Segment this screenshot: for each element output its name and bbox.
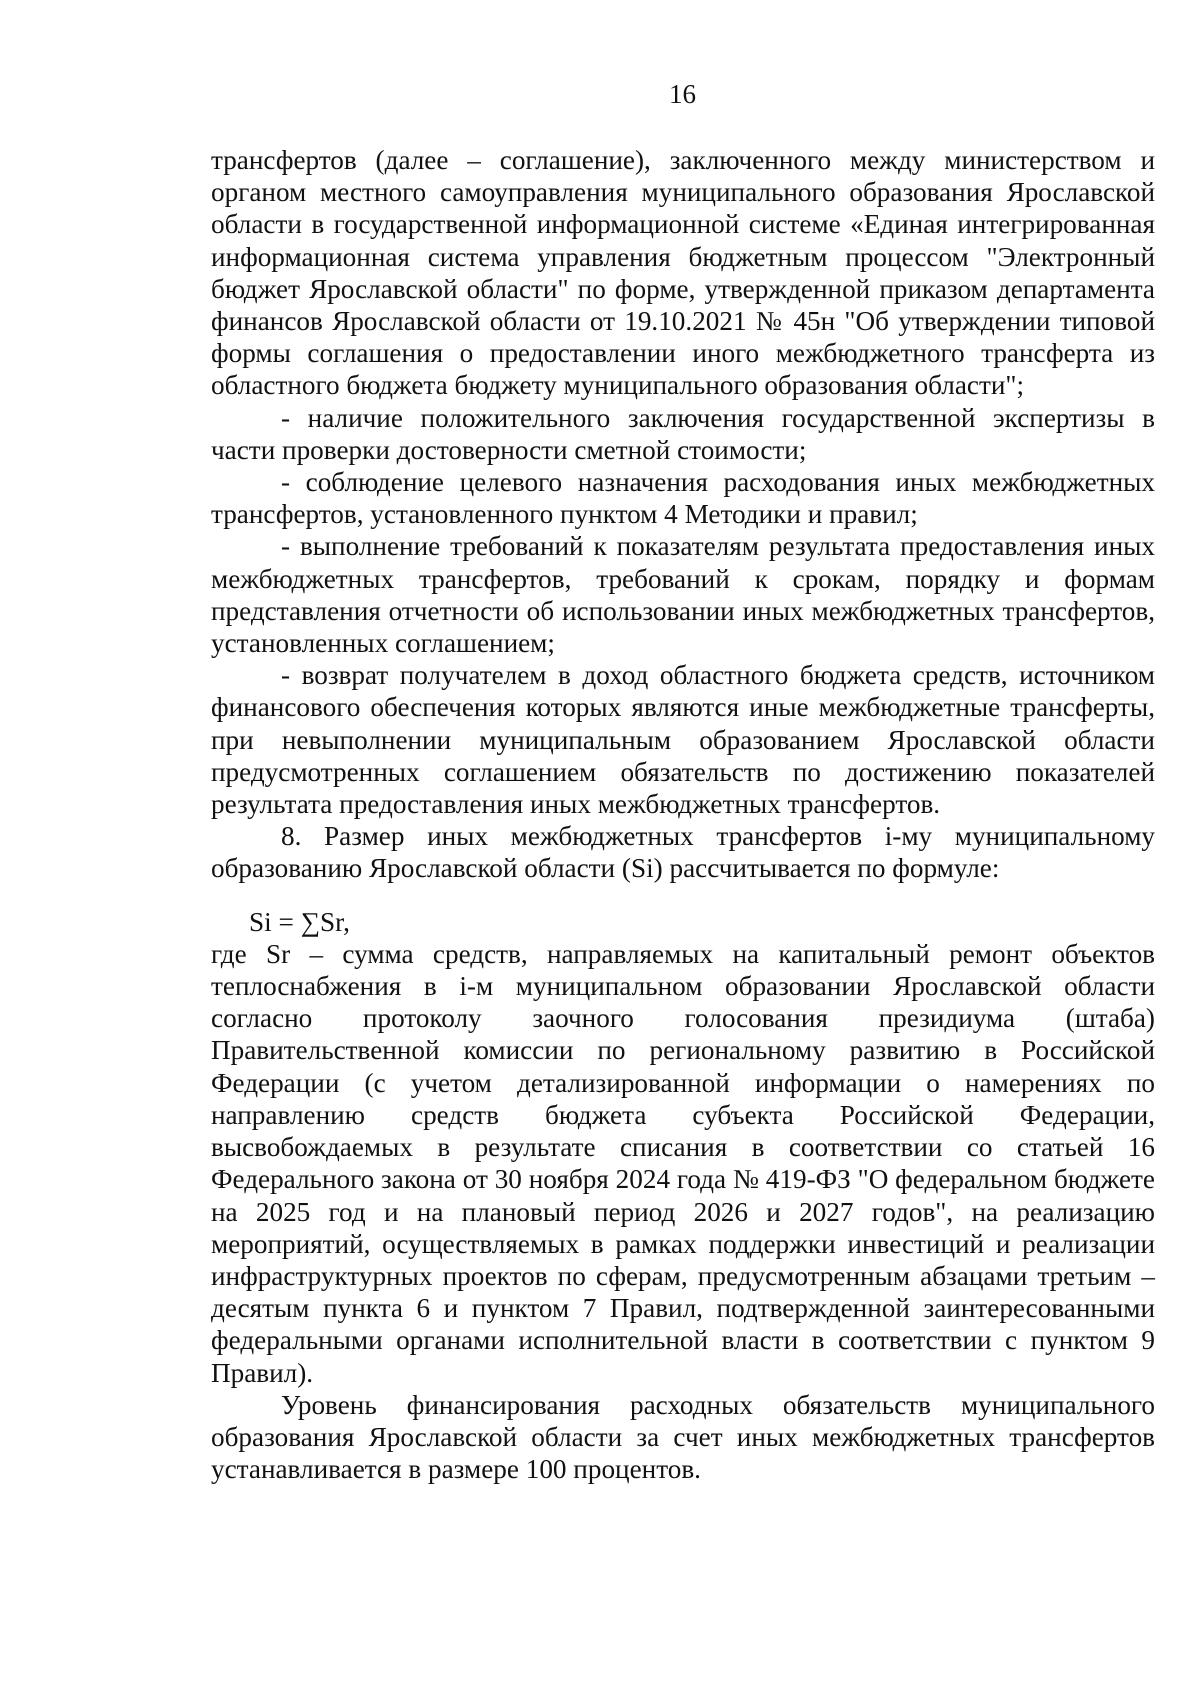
paragraph-condition-purpose: - соблюдение целевого назначения расходования иных межбюджетных трансфертов, установленного пунктом 4 Методики и правил; <box>211 467 1155 530</box>
paragraph-agreement: трансфертов (далее – соглашение), заключенного между министерством и органом местного самоуправления муниципального образования Ярославской области в государственной информационной системе «Единая интегрированная информационная система управления бюджетным процессом "Электронный бюджет Ярославской области" по форме, утвержденной приказом департамента финансов Ярославской области от 19.10.2021 № 45н "Об утверждении типовой формы соглашения о предоставлении иного межбюджетного трансферта из областного бюджета бюджету муниципального образования области"; <box>211 145 1155 401</box>
page-number: 16 <box>669 79 696 109</box>
paragraph-financing-level: Уровень финансирования расходных обязательств муниципального образования Ярославской области за счет иных межбюджетных трансфертов устанавливается в размере 100 процентов. <box>211 1389 1155 1485</box>
paragraph-item-8: 8. Размер иных межбюджетных трансфертов i-му муниципальному образованию Ярославской области (Si) рассчитывается по формуле: <box>211 821 1155 884</box>
document-body <box>211 144 1155 1485</box>
paragraph-condition-expertise: - наличие положительного заключения государственной экспертизы в части проверки достоверности сметной стоимости; <box>211 402 1155 465</box>
paragraph-condition-requirements: - выполнение требований к показателям результата предоставления иных межбюджетных трансфертов, требований к срокам, порядку и формам представления отчетности об использовании иных межбюджетных трансфертов, установленных соглашением; <box>211 531 1155 659</box>
paragraph-condition-refund: - возврат получателем в доход областного бюджета средств, источником финансового обеспечения которых являются иные межбюджетные трансферты, при невыполнении муниципальным образованием Ярославской области предусмотренных соглашением обязательств по достижению показателей результата предоставления иных межбюджетных трансфертов. <box>211 660 1155 820</box>
formula-explanation: где Sr – сумма средств, направляемых на капитальный ремонт объектов теплоснабжения в i-м муниципальном образовании Ярославской области согласно протоколу заочного голосования президиума (штаба) Правительственной комиссии по региональному развитию в Российской Федерации (с учетом детализированной информации о намерениях по направлению средств бюджета субъекта Российской Федерации, высвобождаемых в результате списания в соответствии со статьей 16 Федерального закона от 30 ноября 2024 года № 419-ФЗ "О федеральном бюджете на 2025 год и на плановый период 2026 и 2027 годов", на реализацию мероприятий, осуществляемых в рамках поддержки инвестиций и реализации инфраструктурных проектов по сферам, предусмотренным абзацами третьим – десятым пункта 6 и пунктом 7 Правил, подтвержденной заинтересованными федеральными органами исполнительной власти в соответствии с пунктом 9 Правил). <box>211 938 1155 1388</box>
formula: Si = ∑Sr, <box>249 906 350 937</box>
